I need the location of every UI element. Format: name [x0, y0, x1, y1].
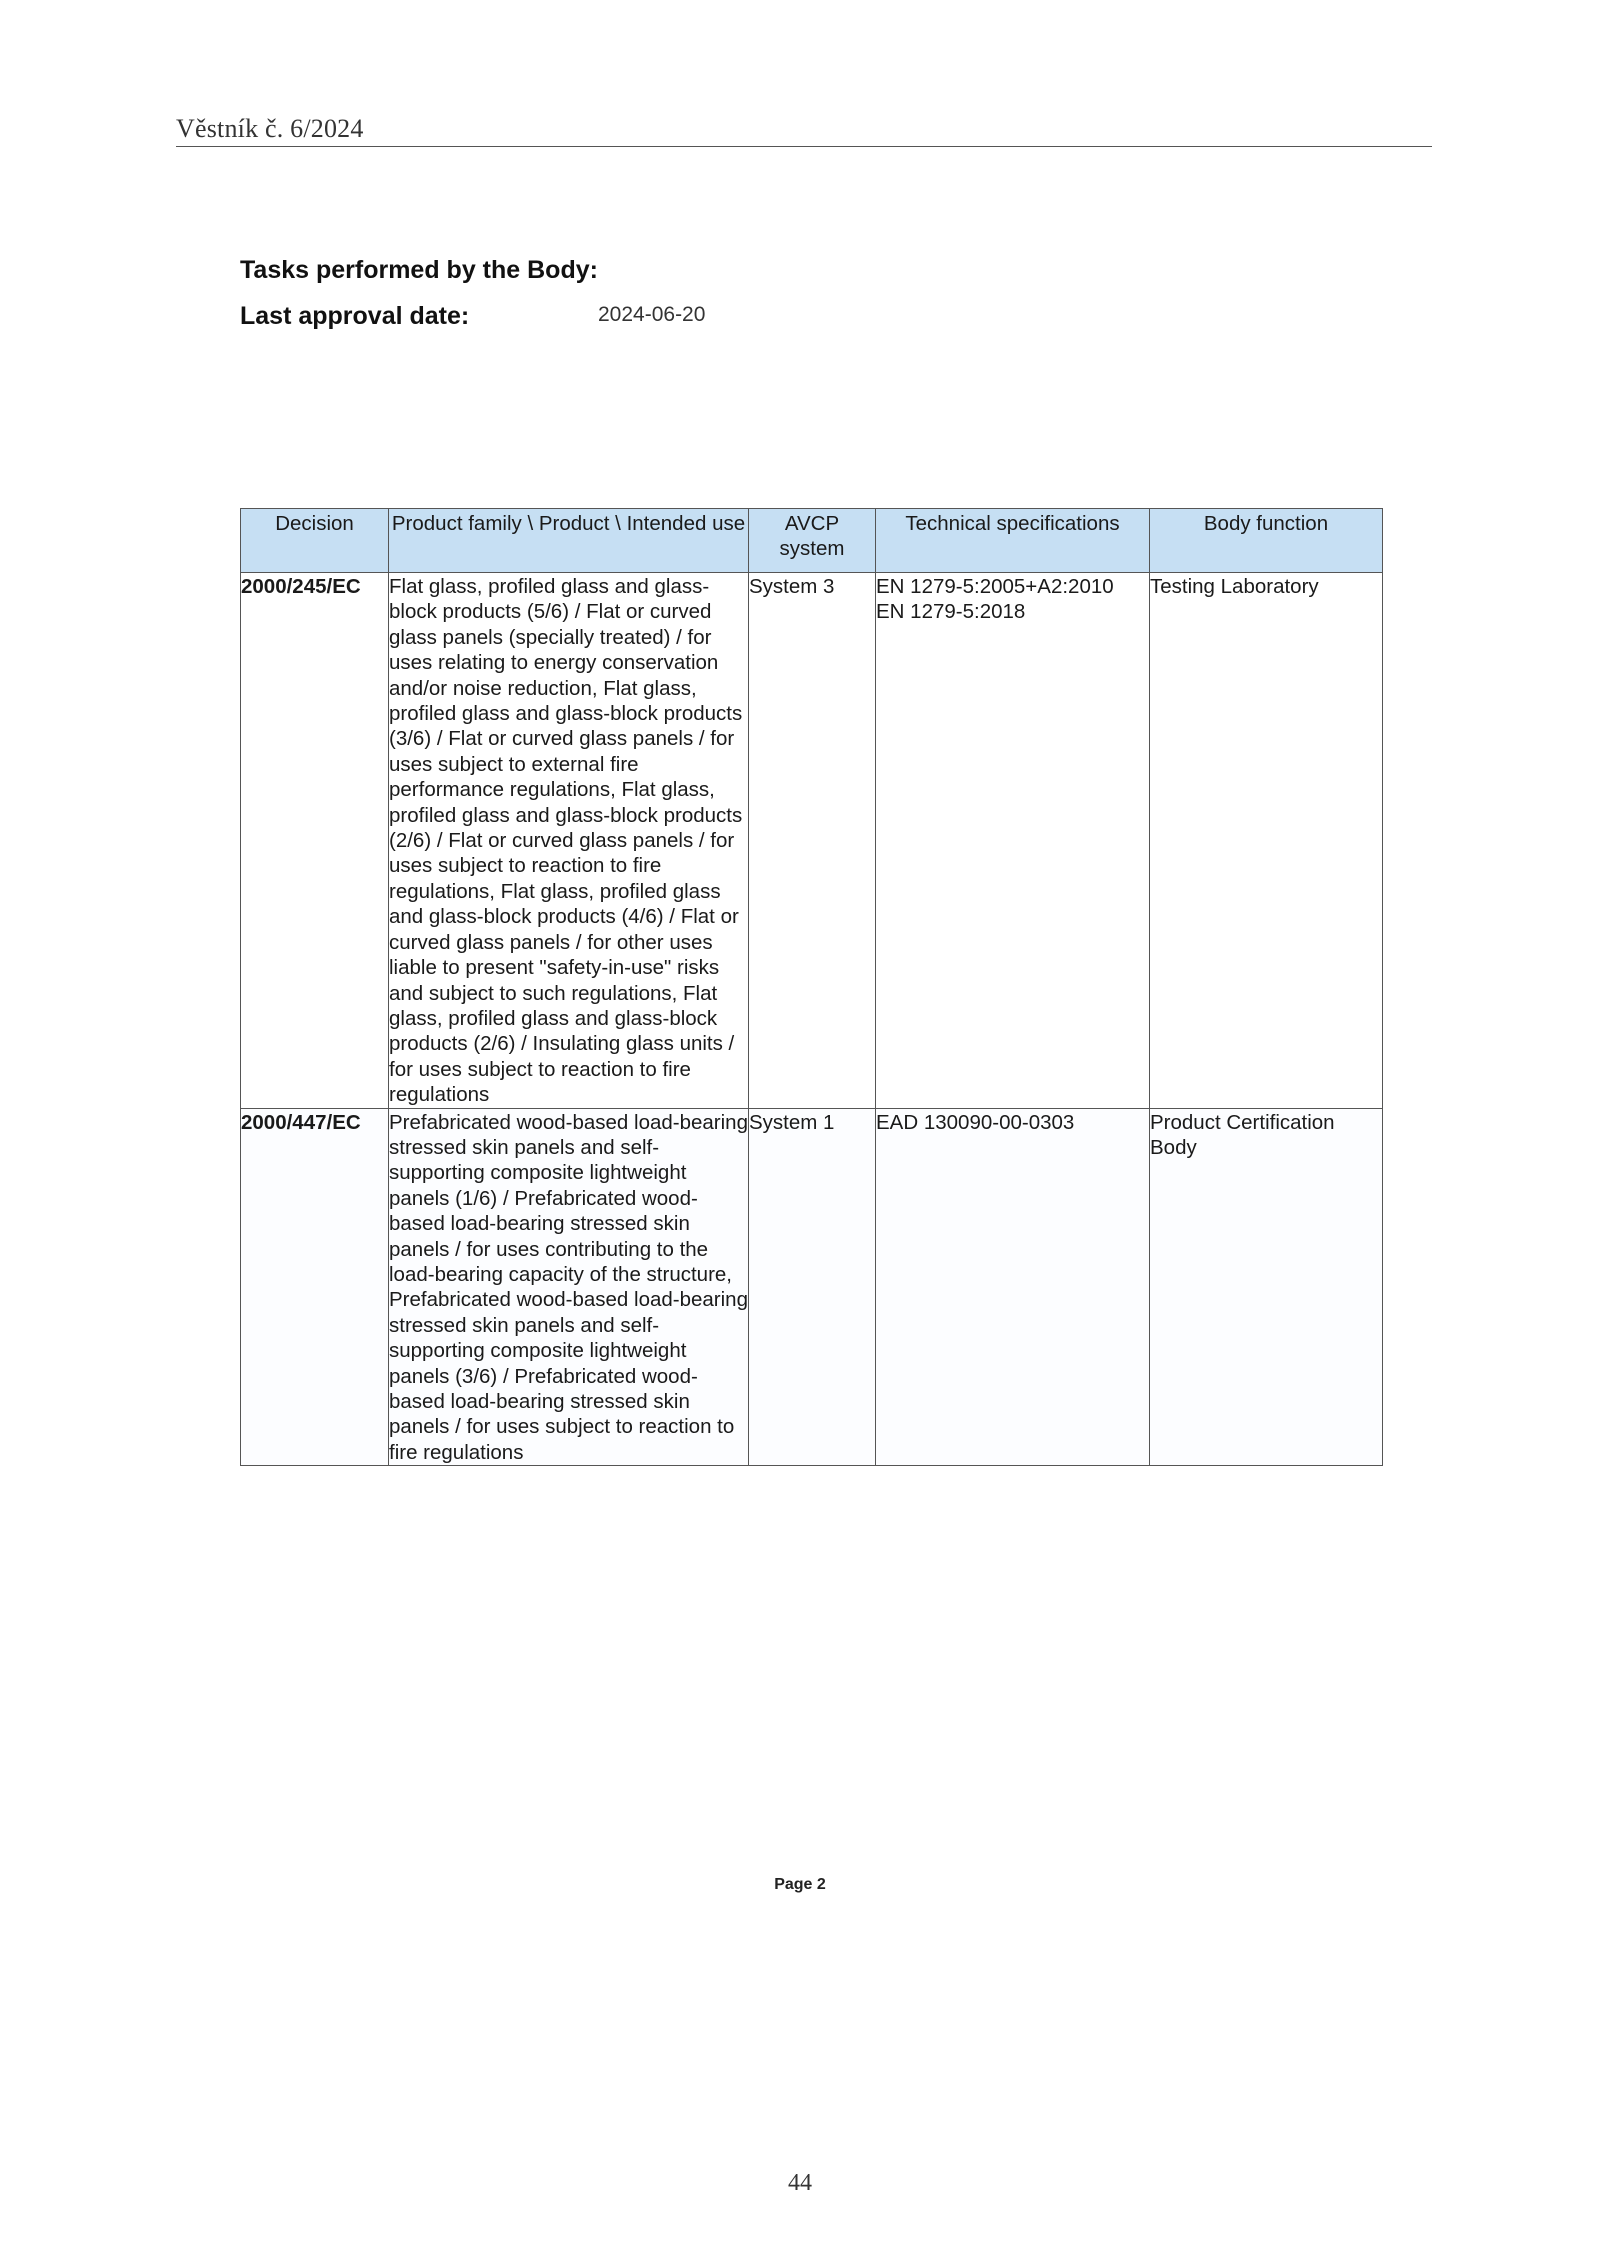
column-header-product: Product family \ Product \ Intended use	[389, 509, 749, 573]
approval-date-value: 2024-06-20	[598, 303, 706, 326]
page-label: Page 2	[774, 1876, 826, 1893]
column-header-function: Body function	[1150, 509, 1383, 573]
function-cell: Product Certification Body	[1150, 1108, 1383, 1466]
avcp-cell: System 1	[749, 1108, 876, 1466]
spec-line: EN 1279-5:2005+A2:2010	[876, 575, 1114, 598]
table-header-row	[241, 509, 1383, 573]
specs-cell	[876, 1108, 1150, 1466]
tasks-label: Tasks performed by the Body:	[240, 256, 598, 284]
spec-line: EN 1279-5:2018	[876, 600, 1026, 624]
decisions-table	[240, 508, 1383, 1466]
function-cell: Testing Laboratory	[1150, 573, 1383, 1109]
spec-line: EAD 130090-00-0303	[876, 1110, 1075, 1134]
column-header-avcp: AVCP system	[749, 509, 876, 573]
decision-cell: 2000/447/EC	[241, 1108, 389, 1466]
column-header-specs: Technical specifications	[876, 509, 1150, 573]
product-cell: Flat glass, profiled glass and glass-block products (5/6) / Flat or curved glass panels (specially treated) / for uses relating to energy conservation and/or noise reduction, Flat glass, profiled glass and glass-block products (3/6) / Flat or curved glass panels / for uses subject to external fire performance regulations, Flat glass, profiled glass and glass-block products (2/6) / Flat or curved glass panels / for uses subject to reaction to fire regulations, Flat glass, profiled glass and glass-block products (4/6) / Flat or curved glass panels / for other uses liable to present "safety-in-use" risks and subject to such regulations, Flat glass, profiled glass and glass-block products (2/6) / Insulating glass units / for uses subject to reaction to fire regulations	[389, 573, 749, 1109]
avcp-cell: System 3	[749, 573, 876, 1109]
page-number: 44	[788, 2170, 812, 2196]
product-cell: Prefabricated wood-based load-bearing stressed skin panels and self-supporting composite lightweight panels (1/6) / Prefabricated wood-based load-bearing stressed skin panels / for uses contributing to the load-bearing capacity of the structure, Prefabricated wood-based load-bearing stressed skin panels and self-supporting composite lightweight panels (3/6) / Prefabricated wood-based load-bearing stressed skin panels / for uses subject to reaction to fire regulations	[389, 1108, 749, 1466]
specs-cell	[876, 573, 1150, 1109]
decision-cell: 2000/245/EC	[241, 573, 389, 1109]
approval-date-label: Last approval date:	[240, 302, 470, 330]
table-row	[241, 573, 1383, 1109]
journal-title: Věstník č. 6/2024	[176, 114, 364, 143]
table-row	[241, 1108, 1383, 1466]
running-header	[176, 112, 1432, 147]
column-header-decision: Decision	[241, 509, 389, 573]
